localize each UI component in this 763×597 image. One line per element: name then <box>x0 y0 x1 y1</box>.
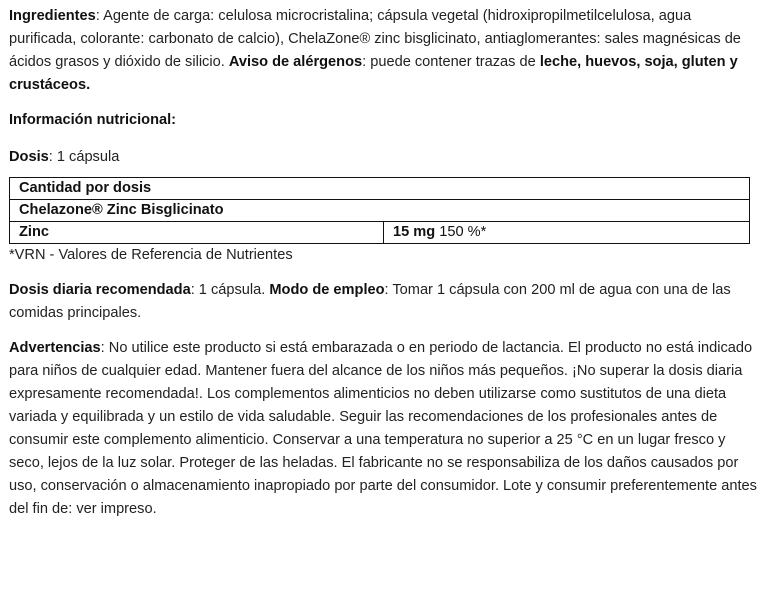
warnings-label: Advertencias <box>9 340 101 356</box>
daily-dose-paragraph <box>9 279 757 325</box>
dose-label: Dosis <box>9 149 49 165</box>
usage-label: Modo de empleo <box>269 282 385 298</box>
ingredients-text: : Agente de carga: celulosa microcristalina; cápsula vegetal (hidroxipropilmetilcelulosa, agua purificada, colorante: carbonato de calcio), ChelaZone® zinc bisglicinato, antiaglomerantes: sales magnésicas de ácidos grasos y dióxido de silicio. <box>9 8 741 70</box>
table-header-cell: Cantidad por dosis <box>10 178 750 200</box>
allergen-text: : puede contener trazas de <box>362 54 540 70</box>
dose-paragraph <box>9 146 757 169</box>
vrn-note: *VRN - Valores de Referencia de Nutrientes <box>9 247 293 263</box>
nutrition-heading-text: Información nutricional: <box>9 112 177 128</box>
table-product-cell: Chelazone® Zinc Bisglicinato <box>10 200 750 222</box>
usage-text: : Tomar 1 cápsula con 200 ml de agua con una de las comidas principales. <box>9 282 731 321</box>
allergen-label: Aviso de alérgenos <box>228 54 363 70</box>
table-row <box>10 178 750 200</box>
ingredients-label: Ingredientes <box>9 8 96 24</box>
table-row <box>10 200 750 222</box>
table-row <box>10 222 750 244</box>
ingredients-paragraph <box>9 5 757 97</box>
warnings-paragraph <box>9 337 757 521</box>
table-nutrient-cell: Zinc <box>10 222 384 244</box>
dose-text: : 1 cápsula <box>48 149 120 165</box>
table-percent: 150 %* <box>435 224 487 240</box>
nutrition-heading <box>9 109 757 132</box>
warnings-text: : No utilice este producto si está embarazada o en periodo de lactancia. El producto no está indicado para niños de cualquier edad. Mantener fuera del alcance de los niños más pequeños. ¡No superar la dosis diaria expresamente recomendada!. Los complementos alimenticios no deben utilizarse como sustitutos de una dieta variada y equilibrada y un estilo de vida saludable. Seguir las recomendaciones de los profesionales antes de consumir este complemento alimenticio. Conservar a una temperatura no superior a 25 °C en un lugar fresco y seco, lejos de la luz solar. Proteger de las heladas. El fabricante no se responsabiliza de los daños causados por uso, conservación o almacenamiento inapropiado por parte del consumidor. Lote y consumir preferentemente antes del fin de: ver impreso. <box>9 340 757 517</box>
nutrition-table <box>9 177 750 244</box>
daily-dose-text: : 1 cápsula. <box>190 282 270 298</box>
table-amount: 15 mg <box>393 224 436 240</box>
product-label-document <box>9 5 757 521</box>
allergen-list: leche, huevos, soja, gluten y crustáceos. <box>9 54 738 93</box>
daily-dose-label: Dosis diaria recomendada <box>9 282 191 298</box>
table-value-cell <box>384 222 750 244</box>
